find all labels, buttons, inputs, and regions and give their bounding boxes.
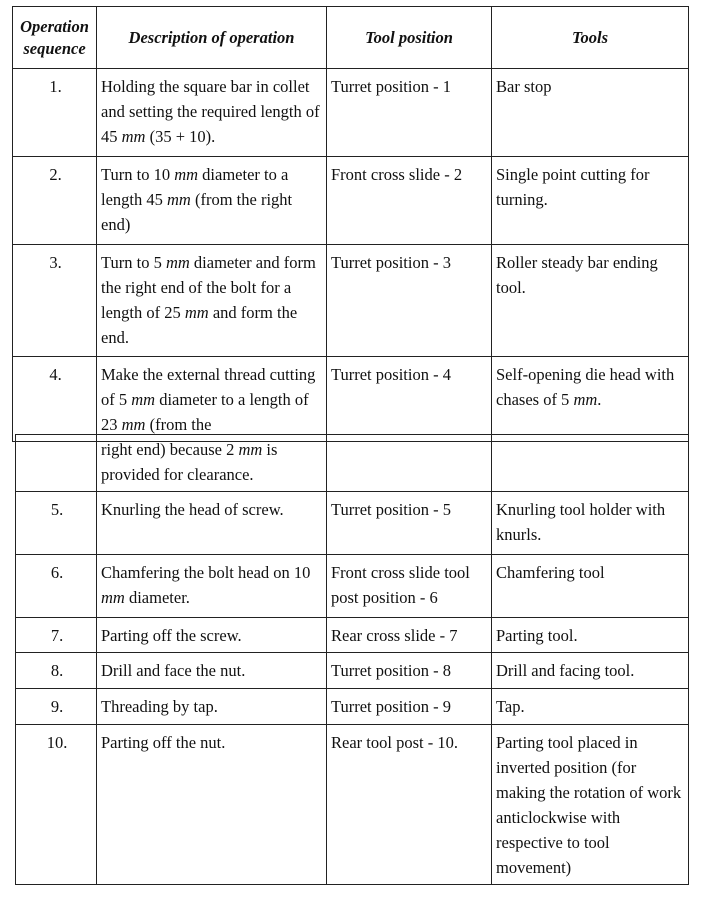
tool-position-cell: Front cross slide - 2 (327, 157, 492, 245)
seq-cell (16, 435, 97, 492)
tools-cell: Chamfering tool (492, 555, 689, 618)
seq-cell: 10. (16, 725, 97, 885)
table-row (13, 245, 689, 357)
tool-position-cell: Turret position - 4 (327, 357, 492, 442)
tool-position-cell: Turret position - 9 (327, 689, 492, 725)
tools-cell: Self-opening die head with chases of 5 mm. (492, 357, 689, 442)
seq-cell: 5. (16, 492, 97, 555)
tools-cell: Drill and facing tool. (492, 653, 689, 689)
description-cell: Make the external thread cutting of 5 mm diameter to a length of 23 mm (from the (97, 357, 327, 442)
table-row (16, 725, 689, 885)
seq-cell: 2. (13, 157, 97, 245)
description-cell: Chamfering the bolt head on 10 mm diameter. (97, 555, 327, 618)
description-cell: Turn to 5 mm diameter and form the right end of the bolt for a length of 25 mm and form the end. (97, 245, 327, 357)
seq-cell: 9. (16, 689, 97, 725)
tools-cell: Knurling tool holder with knurls. (492, 492, 689, 555)
table-row (16, 435, 689, 492)
description-cell: Knurling the head of screw. (97, 492, 327, 555)
tools-cell: Parting tool placed in inverted position (for making the rotation of work anticlockwise with respective to tool movement) (492, 725, 689, 885)
description-cell: Parting off the nut. (97, 725, 327, 885)
table-row (13, 357, 689, 442)
description-cell: Turn to 10 mm diameter to a length 45 mm (from the right end) (97, 157, 327, 245)
tool-position-cell (327, 435, 492, 492)
tool-position-cell: Turret position - 1 (327, 69, 492, 157)
description-cell: Drill and face the nut. (97, 653, 327, 689)
header-description: Description of operation (97, 7, 327, 69)
header-tools: Tools (492, 7, 689, 69)
seq-cell: 6. (16, 555, 97, 618)
tools-cell: Parting tool. (492, 618, 689, 653)
table-row (16, 555, 689, 618)
seq-cell: 4. (13, 357, 97, 442)
table-row (13, 157, 689, 245)
seq-cell: 7. (16, 618, 97, 653)
tools-cell: Tap. (492, 689, 689, 725)
tool-position-cell: Turret position - 5 (327, 492, 492, 555)
table-row (16, 492, 689, 555)
description-cell: Threading by tap. (97, 689, 327, 725)
table-row (16, 653, 689, 689)
seq-cell: 8. (16, 653, 97, 689)
seq-cell: 3. (13, 245, 97, 357)
tools-cell: Roller steady bar ending tool. (492, 245, 689, 357)
tool-position-cell: Turret position - 8 (327, 653, 492, 689)
header-tool-position: Tool position (327, 7, 492, 69)
tool-position-cell: Turret position - 3 (327, 245, 492, 357)
tool-position-cell: Rear tool post - 10. (327, 725, 492, 885)
tools-cell (492, 435, 689, 492)
description-cell: Holding the square bar in collet and setting the required length of 45 mm (35 + 10). (97, 69, 327, 157)
header-operation-sequence: Operation sequence (13, 7, 97, 69)
description-cell: Parting off the screw. (97, 618, 327, 653)
table-row (16, 618, 689, 653)
operations-table-upper (12, 6, 689, 442)
tools-cell: Bar stop (492, 69, 689, 157)
tool-position-cell: Front cross slide tool post position - 6 (327, 555, 492, 618)
tools-cell: Single point cutting for turning. (492, 157, 689, 245)
table-row (16, 689, 689, 725)
seq-cell: 1. (13, 69, 97, 157)
table-row (13, 69, 689, 157)
operations-table-lower (15, 434, 689, 885)
header-row (13, 7, 689, 69)
description-cell: right end) because 2 mm is provided for clearance. (97, 435, 327, 492)
tool-position-cell: Rear cross slide - 7 (327, 618, 492, 653)
